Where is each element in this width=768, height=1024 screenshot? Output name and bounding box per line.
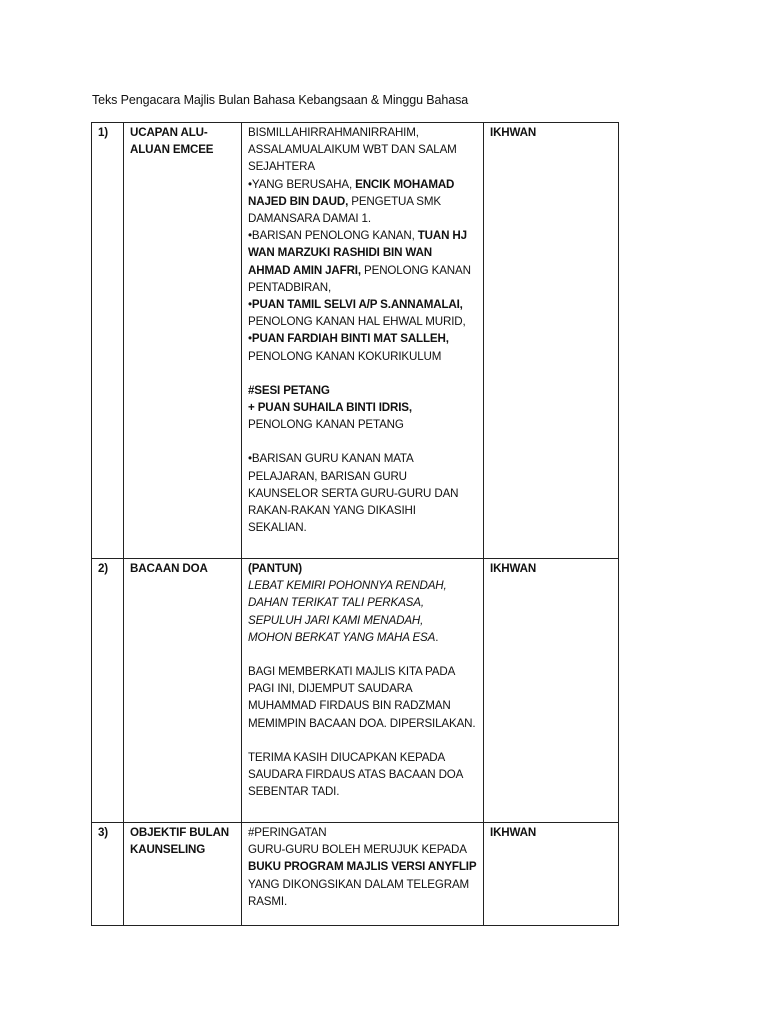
script-paragraph (248, 841, 477, 910)
script-text: •BARISAN PENOLONG KANAN, (248, 229, 418, 243)
script-paragraph (248, 577, 477, 594)
script-text: PENGETUA SMK DAMANSARA DAMAI 1. (248, 194, 441, 226)
script-paragraph (248, 612, 477, 629)
script-paragraph (248, 227, 477, 296)
script-text: MOHON BERKAT YANG MAHA ESA (248, 630, 436, 644)
table-row (92, 123, 619, 559)
script-paragraph (248, 124, 477, 176)
row-number: 3) (92, 823, 124, 926)
row-number: 1) (92, 123, 124, 559)
script-paragraph (248, 176, 477, 228)
script-text: PUAN FARDIAH BINTI MAT SALLEH, (251, 332, 449, 346)
script-text: DAHAN TERIKAT TALI PERKASA, (248, 596, 424, 610)
row-person: IKHWAN (484, 559, 619, 823)
script-text: LEBAT KEMIRI POHONNYA RENDAH, (248, 579, 447, 593)
row-item: BACAAN DOA (124, 559, 242, 823)
script-text: PENOLONG KANAN PETANG (248, 418, 404, 432)
script-text: GURU-GURU BOLEH MERUJUK KEPADA (248, 843, 467, 857)
script-paragraph (248, 560, 477, 577)
document-title: Teks Pengacara Majlis Bulan Bahasa Kebangsaan & Minggu Bahasa (92, 93, 469, 107)
script-text: #SESI PETANG (248, 383, 330, 397)
script-text: PENOLONG KANAN HAL EHWAL MURID, (248, 315, 466, 329)
script-text: SEPULUH JARI KAMI MENADAH, (248, 613, 424, 627)
script-paragraph (248, 594, 477, 611)
script-text: BISMILLAHIRRAHMANIRRAHIM, ASSALAMUALAIKUM WBT DAN SALAM SEJAHTERA (248, 126, 457, 174)
script-text: #PERINGATAN (248, 826, 327, 839)
script-text: YANG DIKONGSIKAN DALAM TELEGRAM RASMI. (248, 877, 470, 908)
script-text: •YANG BERUSAHA, (248, 177, 356, 191)
script-text: PENOLONG KANAN PENTADBIRAN, (248, 263, 471, 294)
script-paragraph (248, 663, 477, 732)
script-text: • (248, 332, 252, 346)
script-paragraph (248, 824, 477, 841)
script-paragraph (248, 450, 477, 536)
script-paragraph (248, 382, 477, 399)
script-text: TERIMA KASIH DIUCAPKAN KEPADA SAUDARA FIRDAUS ATAS BACAAN DOA SEBENTAR TADI. (248, 750, 463, 799)
script-paragraph (248, 330, 477, 364)
row-person: IKHWAN (484, 123, 619, 559)
script-text: BUKU PROGRAM MAJLIS VERSI ANYFLIP (248, 860, 477, 874)
script-text: ENCIK MOHAMAD NAJED BIN DAUD, (248, 177, 455, 208)
table-row (92, 823, 619, 926)
script-text: •BARISAN GURU KANAN MATA PELAJARAN, BARISAN GURU KAUNSELOR SERTA GURU-GURU DAN RAKAN-RAKAN YANG DIKASIHI SEKALIAN. (248, 452, 459, 535)
script-text: PENOLONG KANAN KOKURIKULUM (248, 349, 442, 363)
script-text: . (435, 630, 439, 644)
script-text: TUAN HJ WAN MARZUKI RASHIDI BIN WAN AHMAD AMIN JAFRI, (248, 229, 467, 277)
agenda-table (91, 122, 619, 926)
row-person: IKHWAN (484, 823, 619, 926)
script-text: PUAN TAMIL SELVI A/P S.ANNAMALAI, (251, 298, 463, 312)
row-item: OBJEKTIF BULAN KAUNSELING (124, 823, 242, 926)
script-paragraph (248, 629, 477, 646)
row-item: UCAPAN ALU-ALUAN EMCEE (124, 123, 242, 559)
script-text: (PANTUN) (248, 562, 302, 575)
script-text: + PUAN SUHAILA BINTI IDRIS, (248, 401, 412, 415)
row-script (242, 823, 484, 926)
table-row (92, 559, 619, 823)
script-text: BAGI MEMBERKATI MAJLIS KITA PADA PAGI INI, DIJEMPUT SAUDARA MUHAMMAD FIRDAUS BIN RADZMAN MEMIMPIN BACAAN DOA. DIPERSILAKAN. (248, 665, 476, 730)
script-paragraph (248, 399, 477, 433)
row-number: 2) (92, 559, 124, 823)
script-text: • (248, 298, 252, 312)
row-script (242, 123, 484, 559)
row-script (242, 559, 484, 823)
script-paragraph (248, 749, 477, 801)
script-paragraph (248, 296, 477, 330)
